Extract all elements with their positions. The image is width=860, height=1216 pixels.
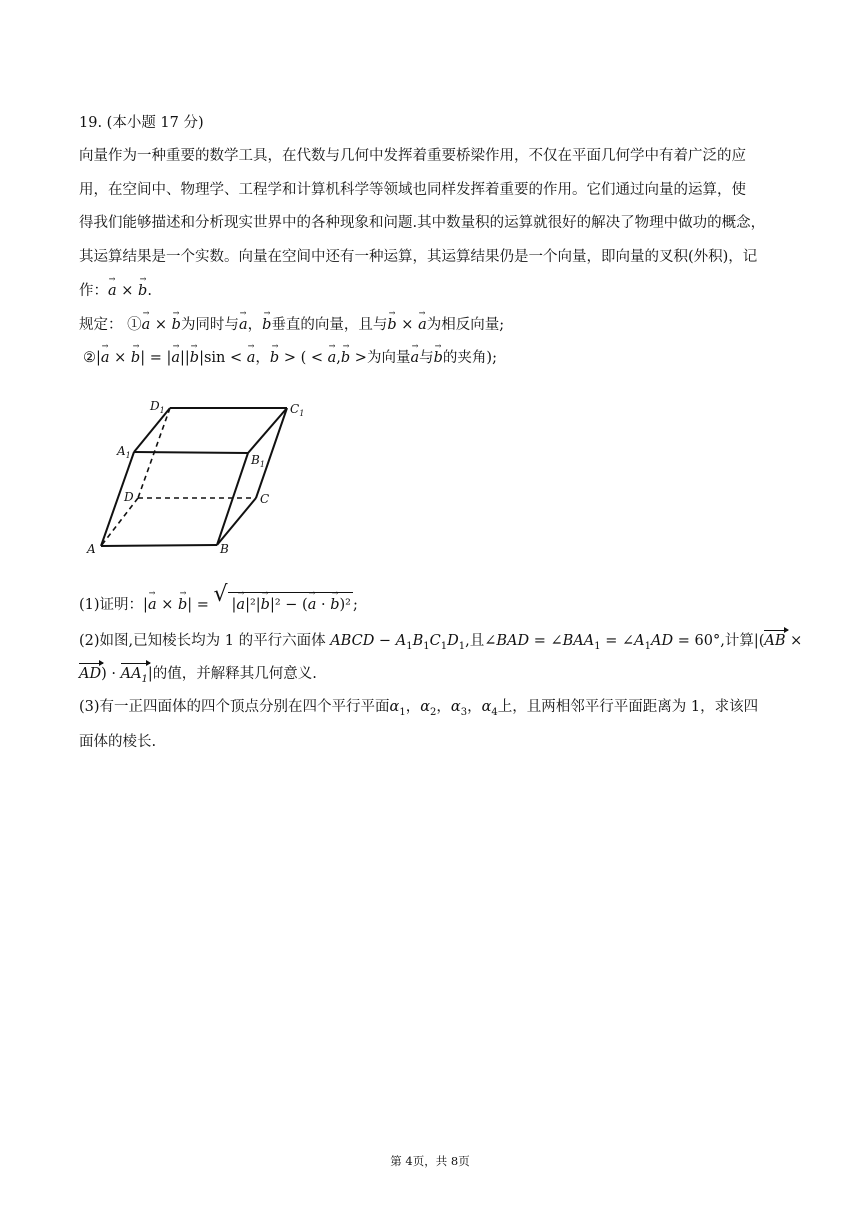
vertex-label-B1: $B_1$ [251,453,265,469]
intro-line-1: 向量作为一种重要的数学工具，在代数与几何中发挥着重要桥梁作用，不仅在平面几何学中有着广泛的应 [79,148,746,164]
part2-text-b: ,且 [465,633,485,649]
rule2-text-a: 为向量 [366,350,411,366]
rule1-text-b: 垂直的向量，且与 [271,317,388,333]
question-header: 19. (本小题 17 分) [79,115,204,131]
rule-2: ②|→ a × → b| = |→ a||→ b|sin < → a，→ b > ( < → a,→ b >为向量→ a与→ b的夹角); [83,348,497,368]
vertex-label-D: D [124,490,134,504]
intro-line-2: 用，在空间中、物理学、工程学和计算机科学等领域也同样发挥着重要的作用。它们通过向量的运算，使 [79,182,746,198]
part2-text-c: ,计算|( [720,633,765,649]
intro-line-3: 得我们能够描述和分析现实世界中的各种现象和问题.其中数量积的运算就很好的解决了物理中做功的概念， [79,215,766,231]
rule1-text-a: 为同时与 [180,317,239,333]
rule-prefix: 规定： ① [79,317,142,333]
vertex-label-C1: $C_1$ [290,402,305,418]
rule-1: 规定： ①→ a × → b为同时与→ a，→ b垂直的向量，且与→ b × → a为相反向量; [79,315,504,335]
rule2-text-c: 的夹角); [442,350,497,366]
part3-text-b: 上，且两相邻平行平面距离为 1，求该四 [497,699,759,715]
part-2-line-1: (2)如图,已知棱长均为 1 的平行六面体 ABCD − $A_1B_1C_1D_1$,且∠BAD = $\angle BAA_1$ = $\angle A_1AD = 60^\circ$,计算|(AB × [79,633,803,652]
parallelepiped-figure [82,397,312,562]
part2-text-d: |的值，并解释其几何意义. [147,666,317,682]
intro-line-4: 其运算结果是一个实数。向量在空间中还有一种运算，其运算结果仍是一个向量，即向量的叉积(外积)，记 [79,249,758,265]
part-1: (1)证明：|→ a × → b| = √ |→ a|²|→ b|² − (→ a · → b)² ; [79,592,358,615]
vertex-label-B: B [220,542,229,556]
rule2-text-b: 与 [419,350,434,366]
rule1-text-c: 为相反向量; [426,317,505,333]
part1-prefix: (1)证明： [79,597,144,613]
part-2-line-2: $AD) \cdot AA_1|$的值，并解释其几何意义. [79,664,317,690]
vertex-label-A: A [87,542,96,556]
part-3-line-2: 面体的棱长. [79,734,157,750]
part3-text-a: (3)有一正四面体的四个顶点分别在四个平行平面 [79,699,390,715]
vertex-label-A1: $A_1$ [117,444,131,460]
vertex-label-C: C [260,492,270,506]
rule2-prefix: ② [83,350,96,366]
notation-prefix: 作： [79,283,108,299]
part2-text-a: (2)如图,已知棱长均为 1 的平行六面体 [79,633,331,649]
page-footer: 第 4页，共 8页 [390,1154,470,1168]
vertex-label-D1: $D_1$ [150,399,165,415]
cross-product-notation: 作：→ a × → b. [79,281,152,301]
part-3-line-1: (3)有一正四面体的四个顶点分别在四个平行平面$\alpha_1$，$\alpha_2$，$\alpha_3$，$\alpha_4$上，且两相邻平行平面距离为 1，求该四 [79,699,759,718]
